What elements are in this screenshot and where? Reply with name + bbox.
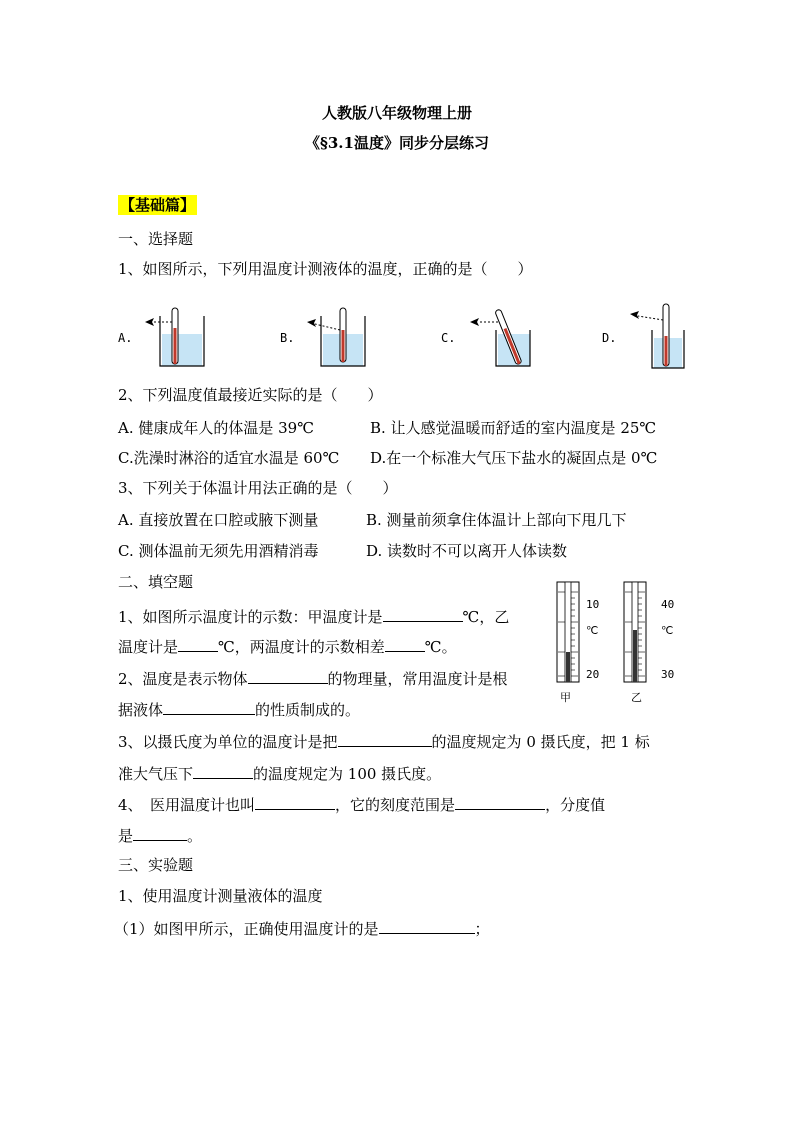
question-1: 1、如图所示，下列用温度计测液体的温度，正确的是（ ） — [118, 260, 533, 278]
fill-2-blank-2[interactable] — [163, 698, 255, 715]
fill-1-text-e: ℃。 — [424, 638, 457, 656]
fill-3-text-b: 的温度规定为 0 摄氏度，把 1 标 — [431, 733, 650, 751]
fill-2-text-c: 据液体 — [118, 701, 164, 719]
page-title: 人教版八年级物理上册 — [321, 104, 472, 122]
thermo-jia-top-tick: 10 — [586, 598, 600, 611]
fill-1-text-d: ℃，两温度计的示数相差 — [218, 638, 385, 656]
fill-2-text-d: 的性质制成的。 — [255, 701, 361, 719]
experiment-1-part-1-text: （1）如图甲所示，正确使用温度计的是 — [114, 920, 379, 938]
fill-3-text-a: 3、以摄氏度为单位的温度计是把 — [118, 733, 338, 751]
question-3: 3、下列关于体温计用法正确的是（ ） — [118, 479, 398, 497]
fill-3-text-d: 的温度规定为 100 摄氏度。 — [253, 765, 442, 783]
fill-4-line-2 — [118, 824, 202, 846]
fill-1-text-c: 温度计是 — [118, 638, 179, 656]
thermo-jia-unit: ℃ — [586, 624, 599, 637]
thermo-yi-unit: ℃ — [661, 624, 674, 637]
fill-2-line-2 — [118, 698, 360, 720]
fill-4-line-1 — [118, 793, 605, 815]
q3-option-c: C. 测体温前无须先用酒精消毒 — [118, 542, 319, 560]
fill-3-blank-1[interactable] — [338, 730, 432, 747]
fill-1-line-1 — [118, 605, 509, 627]
section-choice: 一、选择题 — [118, 230, 194, 248]
experiment-1-part-1 — [114, 917, 490, 939]
fill-2-text-b: 的物理量，常用温度计是根 — [327, 670, 508, 688]
fill-2-blank-1[interactable] — [248, 667, 328, 684]
thermo-jia-bottom-tick: 20 — [586, 668, 600, 681]
fill-4-blank-3[interactable] — [133, 824, 187, 841]
page-subtitle: 《§3.1温度》同步分层练习 — [305, 134, 489, 152]
fill-4-text-d: 是 — [118, 827, 134, 845]
fill-2-text-a: 2、温度是表示物体 — [118, 670, 248, 688]
thermo-yi-label: 乙 — [631, 691, 642, 704]
fill-1-blank-jia[interactable] — [383, 605, 463, 622]
q1-figure-b — [303, 302, 373, 374]
q2-option-c: C.洗澡时淋浴的适宜水温是 60℃ — [118, 449, 340, 467]
fill-3-line-2 — [118, 762, 441, 784]
experiment-1: 1、使用温度计测量液体的温度 — [118, 887, 323, 905]
fill-3-text-c: 准大气压下 — [118, 765, 194, 783]
fill-4-text-e: 。 — [187, 827, 203, 845]
fill-4-text-a: 4、 医用温度计也叫 — [118, 796, 256, 814]
question-2: 2、下列温度值最接近实际的是（ ） — [118, 386, 383, 404]
thermometer-figure — [545, 578, 680, 703]
q1-figure-c — [464, 302, 534, 374]
q2-option-b: B. 让人感觉温暖而舒适的室内温度是 25℃ — [370, 419, 657, 437]
q3-option-b: B. 测量前须拿住体温计上部向下甩几下 — [366, 511, 627, 529]
thermo-yi-bottom-tick: 30 — [661, 668, 675, 681]
section-fill: 二、填空题 — [118, 573, 194, 591]
fill-3-line-1 — [118, 730, 650, 752]
fill-4-blank-2[interactable] — [455, 793, 545, 810]
experiment-1-part-1-end: ； — [474, 920, 490, 938]
fill-4-text-c: ，分度值 — [545, 796, 606, 814]
experiment-1-blank[interactable] — [379, 917, 475, 934]
fill-1-blank-yi[interactable] — [178, 635, 218, 652]
thermo-jia-label: 甲 — [560, 691, 571, 704]
level-badge: 【基础篇】 — [120, 196, 196, 214]
q1-option-b: B. — [280, 331, 295, 345]
q1-option-d: D. — [602, 331, 617, 345]
q1-figure-d — [626, 302, 696, 374]
fill-1-text-a: 1、如图所示温度计的示数：甲温度计是 — [118, 608, 383, 626]
fill-1-blank-diff[interactable] — [385, 635, 425, 652]
fill-3-blank-2[interactable] — [193, 762, 253, 779]
q1-option-a: A. — [118, 331, 133, 345]
section-experiment: 三、实验题 — [118, 856, 194, 874]
q3-option-d: D. 读数时不可以离开人体读数 — [366, 542, 568, 560]
fill-4-text-b: ，它的刻度范围是 — [335, 796, 456, 814]
q3-option-a: A. 直接放置在口腔或腋下测量 — [118, 511, 319, 529]
q2-option-a: A. 健康成年人的体温是 39℃ — [118, 419, 315, 437]
q1-option-c: C. — [441, 331, 456, 345]
q1-figure-a — [142, 302, 212, 374]
q2-option-d: D.在一个标准大气压下盐水的凝固点是 0℃ — [370, 449, 658, 467]
fill-2-line-1 — [118, 667, 508, 689]
fill-4-blank-1[interactable] — [255, 793, 335, 810]
thermo-yi-top-tick: 40 — [661, 598, 675, 611]
fill-1-text-b: ℃，乙 — [462, 608, 510, 626]
fill-1-line-2 — [118, 635, 457, 657]
